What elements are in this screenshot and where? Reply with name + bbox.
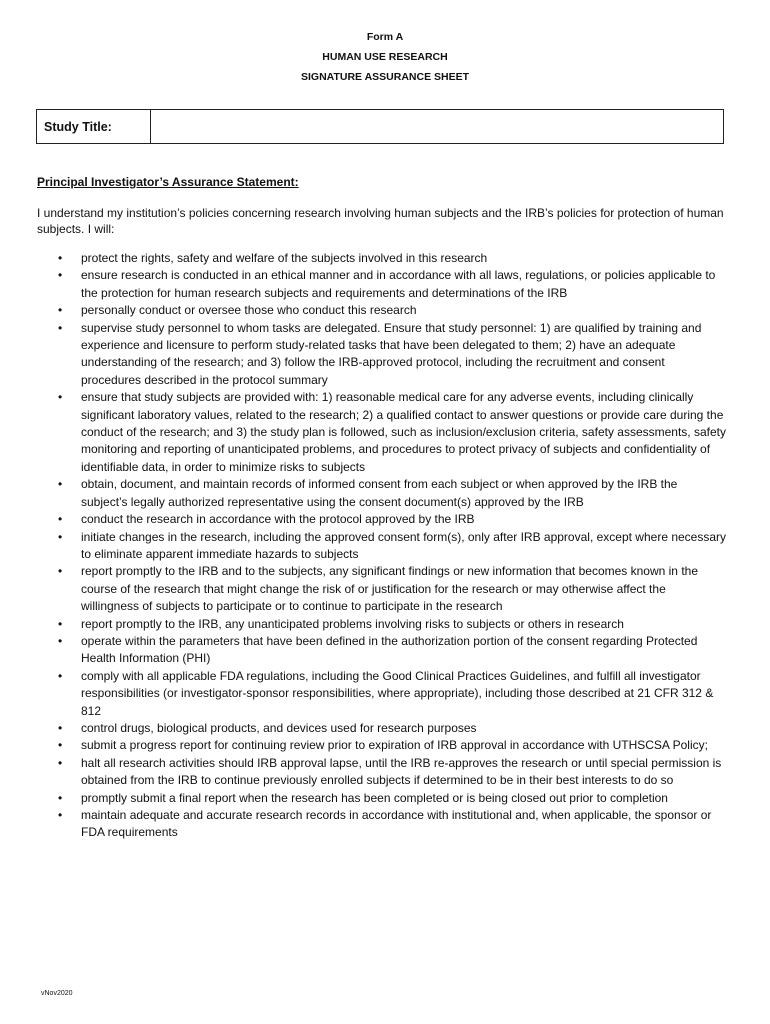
list-item-text: report promptly to the IRB, any unanticipated problems involving risks to subjects or others in research	[81, 616, 624, 631]
bullet-icon: •	[58, 390, 63, 405]
bullet-icon: •	[58, 808, 63, 822]
study-title-field[interactable]	[151, 110, 723, 143]
list-item-text: supervise study personnel to whom tasks are delegated. Ensure that study personnel: 1) are qualified by training and experience and licensure to perform study-related tasks that have been delegated to them; 2) have an adequate understanding of the research; and 3) follow the IRB-approved protocol, including the recruitment and consent procedures described in the protocol summary	[81, 320, 702, 387]
list-item-text: report promptly to the IRB and to the subjects, any significant findings or new information that becomes known in the course of the research that might change the risk of or justification for the research or may otherwise affect the willingness of subjects to participate or to continue to participate in the research	[81, 564, 698, 614]
list-item	[37, 737, 727, 754]
list-item-text: operate within the parameters that have been defined in the authorization portion of the consent regarding Protected Health Information (PHI)	[81, 633, 698, 666]
list-item-text: protect the rights, safety and welfare of the subjects involved in this research	[81, 251, 488, 265]
list-item	[37, 790, 727, 807]
bullet-icon: •	[58, 633, 63, 648]
form-subtitle: HUMAN USE RESEARCH	[322, 51, 448, 63]
bullet-icon: •	[58, 251, 63, 265]
list-item-text: initiate changes in the research, including the approved consent form(s), only after IRB approval, except where necessary to eliminate apparent immediate hazards to subjects	[81, 529, 727, 561]
list-item-text: maintain adequate and accurate research records in accordance with institutional and, when applicable, the sponsor or FDA requirements	[81, 808, 712, 840]
list-item	[37, 563, 727, 615]
bullet-icon: •	[58, 616, 63, 631]
list-item	[37, 250, 727, 267]
bullet-icon: •	[58, 529, 63, 544]
list-item	[37, 476, 727, 511]
list-item-text: ensure that study subjects are provided with: 1) reasonable medical care for any adverse events, including clinically significant laboratory values, related to the research; 2) a qualified contact to answer questions or provide care during the conduct of the research; and 3) the study plan is followed, such as inclusion/exclusion criteria, safety assessments, safety monitoring and reporting of unanticipated problems, and procedures to protect privacy of subjects and confidentiality of identifiable data, in order to minimize risks to subjects	[81, 390, 726, 474]
bullet-icon: •	[58, 268, 63, 283]
form-title: SIGNATURE ASSURANCE SHEET	[300, 71, 469, 83]
bullet-icon: •	[58, 668, 63, 683]
bullet-icon: •	[58, 303, 63, 318]
list-item	[37, 616, 727, 633]
list-item	[37, 755, 727, 790]
assurance-list	[37, 250, 727, 842]
list-item	[37, 668, 727, 720]
version-footer: vNov2020	[41, 990, 73, 997]
list-item	[37, 720, 727, 737]
list-item	[37, 389, 727, 476]
bullet-icon: •	[58, 755, 63, 770]
list-item-text: halt all research activities should IRB approval lapse, until the IRB re-approves the research or until special permission is obtained from the IRB to continue previously enrolled subjects if determined to be in their best interests to do so	[81, 755, 722, 788]
intro-paragraph: I understand my institution’s policies concerning research involving human subjects and the IRB’s policies for protection of human subjects. I will:	[37, 206, 724, 236]
list-item-text: obtain, document, and maintain records of informed consent from each subject or when approved by the IRB the subject’s legally authorized representative using the consent document(s) approved by the IRB	[81, 477, 678, 509]
list-item	[37, 320, 727, 390]
study-title-label: Study Title:	[37, 110, 151, 143]
list-item	[37, 529, 727, 564]
bullet-icon: •	[58, 320, 63, 335]
list-item-text: conduct the research in accordance with the protocol approved by the IRB	[81, 512, 475, 527]
bullet-icon: •	[58, 512, 63, 527]
form-header	[0, 27, 770, 87]
list-item	[37, 807, 727, 842]
list-item	[37, 267, 727, 302]
bullet-icon: •	[58, 564, 63, 579]
bullet-icon: •	[58, 738, 63, 753]
list-item-text: comply with all applicable FDA regulations, including the Good Clinical Practices Guidelines, and fulfill all investigator responsibilities (or investigator-sponsor responsibilities, where appropriate), including those described at 21 CFR 312 & 812	[81, 668, 714, 718]
list-item	[37, 633, 727, 668]
list-item-text: promptly submit a final report when the research has been completed or is being closed out prior to completion	[81, 790, 668, 805]
list-item-text: personally conduct or oversee those who conduct this research	[81, 303, 417, 318]
section-heading: Principal Investigator’s Assurance Statement:	[37, 175, 299, 189]
list-item	[37, 302, 727, 319]
list-item-text: control drugs, biological products, and devices used for research purposes	[81, 720, 477, 735]
study-title-table	[36, 109, 724, 144]
list-item-text: submit a progress report for continuing review prior to expiration of IRB approval in accordance with UTHSCSA Policy;	[81, 738, 708, 753]
bullet-icon: •	[58, 720, 63, 735]
bullet-icon: •	[58, 790, 63, 805]
bullet-icon: •	[58, 477, 63, 492]
list-item-text: ensure research is conducted in an ethical manner and in accordance with all laws, regulations, or policies applicable to the protection for human research subjects and requirements and determinations of the IRB	[81, 268, 716, 300]
list-item	[37, 511, 727, 528]
form-label: Form A	[366, 31, 404, 43]
